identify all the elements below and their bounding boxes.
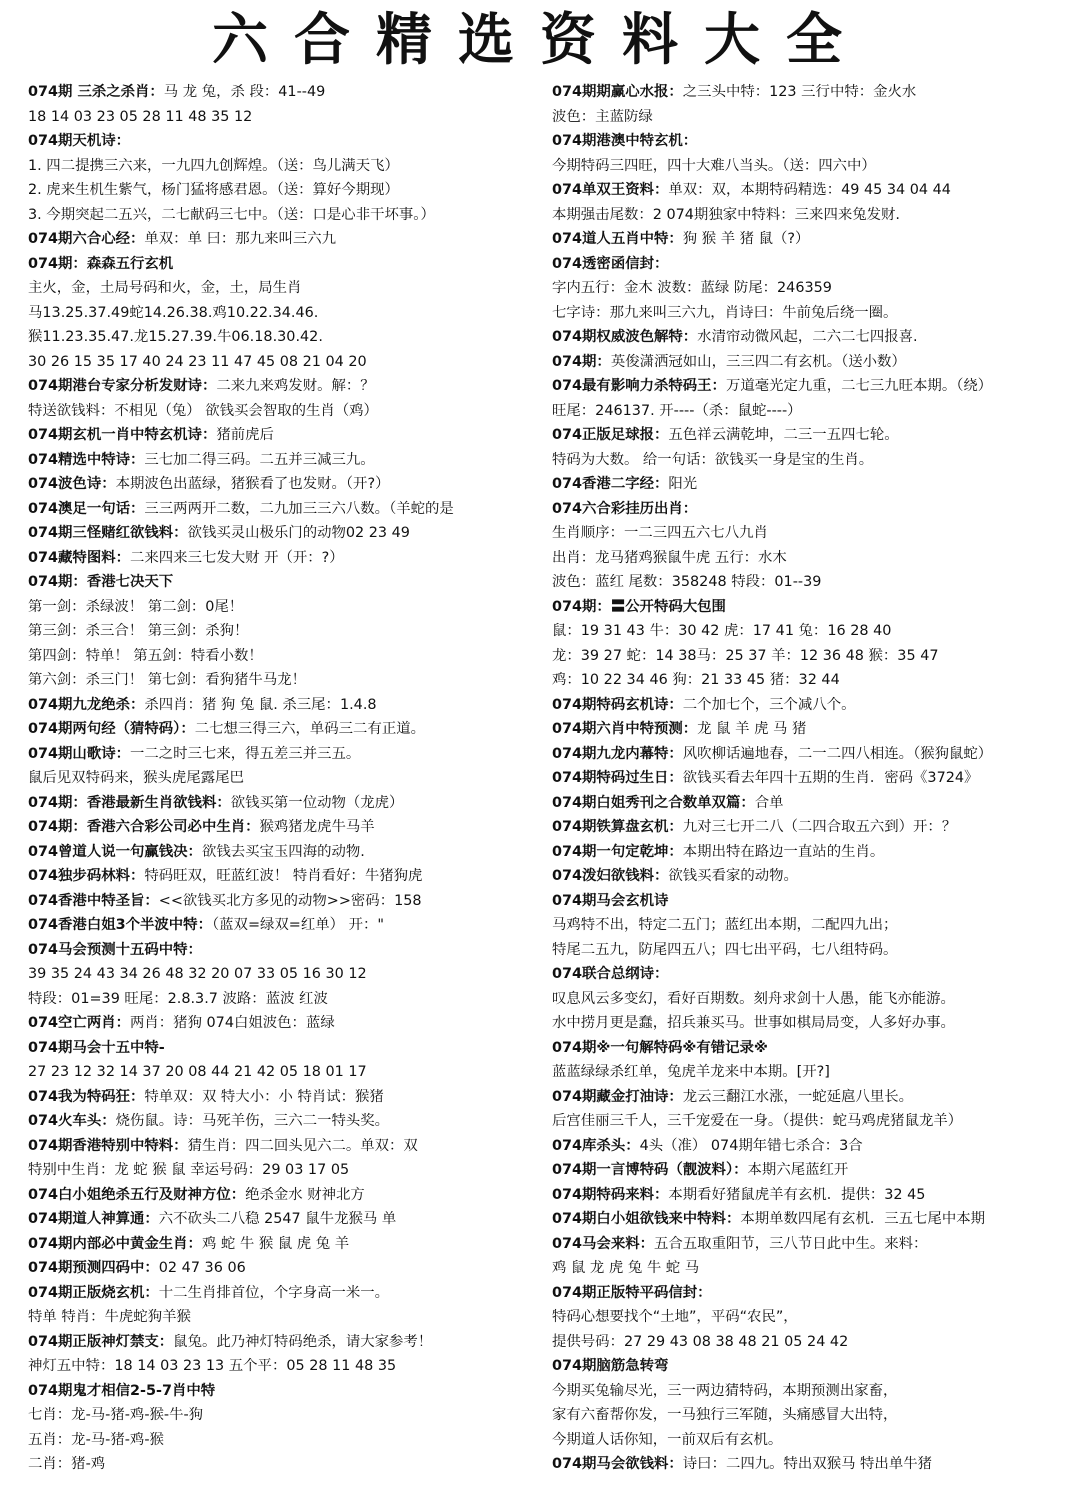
line-text: 特单 特肖：牛虎蛇狗羊猴 — [28, 1309, 191, 1325]
line-heading: 074期：香港六合彩公司必中生肖： — [28, 819, 260, 835]
line-heading: 074道人五肖中特： — [552, 231, 683, 247]
line-heading: 074期特码来料： — [552, 1186, 669, 1203]
right-line — [552, 1452, 1072, 1477]
line-text: 字内五行：金木 波数：蓝绿 防尾：246359 — [552, 280, 832, 296]
left-line — [28, 693, 550, 718]
right-line — [552, 766, 1072, 791]
line-heading: 074六合彩挂历出肖： — [552, 500, 698, 517]
line-text: 五合五取重阳节，三八节日此中生。来料： — [654, 1235, 928, 1252]
right-line — [552, 105, 1072, 130]
line-heading: 074期九龙绝杀： — [28, 696, 145, 713]
line-heading: 074期： — [552, 353, 611, 370]
line-heading: 074正版足球报： — [552, 427, 669, 443]
line-text: 波色：蓝红 尾数：358248 特段：01--39 — [552, 574, 822, 590]
line-text: 鼠兔。此乃神灯特码绝杀，请大家参考！ — [173, 1333, 433, 1350]
line-text: 1. 四二提携三六来，一九四九创辉煌。（送：鸟儿满天飞） — [28, 157, 399, 174]
line-text: 单双：双，本期特码精选：49 45 34 04 44 — [668, 182, 951, 198]
line-text: 蓝蓝绿绿杀红单，兔虎羊龙来中本期。[开?] — [552, 1064, 830, 1080]
line-heading: 074透密函信封： — [552, 255, 669, 272]
right-line — [552, 227, 1072, 252]
right-line — [552, 889, 1072, 914]
left-line — [28, 570, 550, 595]
right-line — [552, 938, 1072, 963]
line-heading: 074期权威波色解特： — [552, 329, 698, 345]
line-heading: 074香港二字经： — [552, 476, 669, 492]
right-line — [552, 1256, 1072, 1281]
left-line — [28, 129, 550, 154]
line-text: 鸡 蛇 牛 猴 鼠 虎 兔 羊 — [201, 1235, 350, 1252]
right-line — [552, 546, 1072, 571]
right-line — [552, 913, 1072, 938]
line-heading: 074期：森森五行玄机 — [28, 255, 174, 272]
right-line — [552, 154, 1072, 179]
line-text: 特尾二五九，防尾四五八；四七出平码，七八组特码。 — [552, 941, 898, 958]
left-line — [28, 1036, 550, 1061]
line-text: 鸡 鼠 龙 虎 兔 牛 蛇 马 — [552, 1260, 700, 1276]
line-heading: 074曾道人说一句赢钱决： — [28, 843, 202, 860]
right-line — [552, 325, 1072, 350]
page-title: 六合精选资料大全 — [212, 7, 868, 73]
line-heading: 074期玄机一肖中特玄机诗： — [28, 427, 217, 443]
left-line — [28, 105, 550, 130]
line-text: 十二生肖排首位，个字身高一米一。 — [158, 1284, 390, 1301]
line-heading: 074期：香港七决天下 — [28, 574, 174, 590]
line-heading: 074期期赢心水报： — [552, 84, 683, 100]
line-text: 龙 鼠 羊 虎 马 猪 — [697, 721, 807, 737]
line-heading: 074马会来料： — [552, 1235, 654, 1252]
right-line — [552, 1305, 1072, 1330]
line-text: 出肖：龙马猪鸡猴鼠牛虎 五行：水木 — [552, 549, 787, 566]
line-heading: 074波色诗： — [28, 476, 116, 492]
line-heading: 074单双王资料： — [552, 182, 669, 198]
line-text: 猪前虎后 — [216, 427, 274, 443]
line-text: 特码旺双，旺蓝红波！ 特肖看好：牛猪狗虎 — [144, 868, 423, 884]
line-text: 本期强击尾数：2 074期独家中特料：三来四来兔发财. — [552, 206, 900, 223]
line-text: 二肖：猪-鸡 — [28, 1456, 106, 1472]
left-line — [28, 1134, 550, 1159]
line-text: 今期特码三四旺，四十大难八当头。（送：四六中） — [552, 157, 876, 174]
right-line — [552, 570, 1072, 595]
left-line — [28, 668, 550, 693]
right-line — [552, 80, 1072, 105]
line-text: 二来四来三七发大财 开（开：?） — [130, 549, 344, 566]
line-text: 二来九来鸡发财。解：？ — [216, 378, 375, 394]
left-line — [28, 1305, 550, 1330]
line-text: 第六剑：杀三门！ 第七剑：看狗猪牛马龙！ — [28, 672, 306, 688]
line-text: 欲钱去买宝玉四海的动物. — [201, 843, 365, 860]
left-line — [28, 1256, 550, 1281]
left-line — [28, 399, 550, 424]
line-heading: 074期香港特别中特料： — [28, 1137, 188, 1154]
line-heading: 074期正版烧玄机： — [28, 1284, 159, 1301]
line-text: 第一剑：杀绿波！ 第二剑：0尾！ — [28, 598, 244, 615]
line-heading: 074期脑筋急转弯 — [552, 1358, 669, 1374]
left-line — [28, 889, 550, 914]
line-heading: 074期马会欲钱料： — [552, 1456, 683, 1472]
right-line — [552, 252, 1072, 277]
line-heading: 074藏特图料： — [28, 549, 130, 566]
left-line — [28, 546, 550, 571]
left-line — [28, 962, 550, 987]
line-text: 本期六尾蓝红开 — [747, 1162, 849, 1178]
line-text: 龙云三翻江水涨，一蛇延扈八里长。 — [682, 1088, 914, 1105]
left-line — [28, 521, 550, 546]
line-text: 欲钱买灵山极乐门的动物02 23 49 — [187, 525, 410, 541]
left-line — [28, 178, 550, 203]
line-text: 五肖：龙-马-猪-鸡-猴 — [28, 1431, 164, 1448]
line-text: 二七想三得三六，单码三二有正道。 — [194, 721, 426, 737]
line-text: 英俊潇洒冠如山，三三四二有玄机。（送小数） — [610, 353, 906, 370]
right-line — [552, 1330, 1072, 1355]
line-text: 风吹柳话遍地春，二一二四八相连。（猴狗鼠蛇） — [682, 745, 993, 762]
line-text: 特别中生肖：龙 蛇 猴 鼠 幸运号码：29 03 17 05 — [28, 1162, 350, 1178]
line-text: 诗曰：二四九。特出双猴马 特出单牛猪 — [682, 1456, 932, 1472]
right-line — [552, 1134, 1072, 1159]
line-text: 2. 虎来生机生紫气，杨门猛将感君恩。（送：算好今期现） — [28, 182, 399, 198]
right-line — [552, 1232, 1072, 1257]
right-column — [552, 80, 1072, 1477]
right-line — [552, 472, 1072, 497]
line-heading: 074香港中特圣旨： — [28, 892, 159, 909]
left-line — [28, 1403, 550, 1428]
left-line — [28, 742, 550, 767]
line-heading: 074马会预测十五码中特： — [28, 941, 202, 958]
line-heading: 074期港台专家分析发财诗： — [28, 378, 217, 394]
right-line — [552, 1207, 1072, 1232]
right-line — [552, 791, 1072, 816]
right-line — [552, 374, 1072, 399]
right-line — [552, 864, 1072, 889]
line-heading: 074期鬼才相信2-5-7肖中特 — [28, 1382, 216, 1399]
line-text: 今期道人话你知，一前双后有玄机。 — [552, 1431, 783, 1448]
line-text: 本期出特在路边一直站的生肖。 — [682, 843, 885, 860]
left-line — [28, 619, 550, 644]
line-text: 02 47 36 06 — [158, 1260, 246, 1276]
right-line — [552, 1036, 1072, 1061]
right-line — [552, 595, 1072, 620]
line-heading: 074火车头： — [28, 1113, 116, 1129]
line-heading: 074期三怪赌红欲钱料： — [28, 525, 188, 541]
line-text: 本期看好猪鼠虎羊有玄机．提供：32 45 — [668, 1186, 926, 1203]
line-text: 家有六畜帮你发，一马独行三军随，头痛感冒大出特， — [552, 1407, 898, 1423]
left-line — [28, 497, 550, 522]
line-heading: 074期铁算盘玄机： — [552, 819, 683, 835]
line-text: 提供号码：27 29 43 08 38 48 21 05 24 42 — [552, 1333, 849, 1350]
line-text: 水清帘动微风起，二六二七四报喜. — [697, 329, 918, 345]
left-line — [28, 227, 550, 252]
line-text: 后宫佳丽三千人，三千宠爱在一身。（提供：蛇马鸡虎猪鼠龙羊） — [552, 1113, 963, 1129]
line-text: 七字诗：那九来叫三六九，肖诗曰：牛前兔后绕一圈。 — [552, 304, 898, 321]
line-text: 之三头中特：123 三行中特：金火水 — [682, 84, 917, 100]
line-text: 单双：单 曰：那九来叫三六九 — [144, 231, 337, 247]
line-heading: 074期六合心经： — [28, 231, 145, 247]
line-heading: 074期天机诗： — [28, 133, 130, 149]
line-heading: 074期九龙内幕特： — [552, 745, 683, 762]
line-text: 第四剑：特单！ 第五剑：特看小数！ — [28, 647, 263, 664]
right-line — [552, 1109, 1072, 1134]
left-line — [28, 595, 550, 620]
line-text: 特码为大数。 给一句话：欲钱买一身是宝的生肖。 — [552, 451, 874, 468]
line-text: 五色祥云满乾坤，二三一五四七轮。 — [668, 427, 899, 443]
line-text: 合单 — [754, 794, 784, 811]
line-heading: 074期※一句解特码※有错记录※ — [552, 1039, 768, 1056]
right-line — [552, 1379, 1072, 1404]
line-text: 旺尾：246137. 开----（杀：鼠蛇----） — [552, 402, 802, 419]
line-text: 杀四肖：猪 狗 兔 鼠. 杀三尾：1.4.8 — [144, 696, 377, 713]
line-text: 龙：39 27 蛇：14 38马：25 37 羊：12 36 48 猴：35 47 — [552, 647, 939, 664]
left-line — [28, 472, 550, 497]
left-line — [28, 913, 550, 938]
line-text: 阳光 — [668, 476, 698, 492]
right-line — [552, 987, 1072, 1012]
left-line — [28, 938, 550, 963]
right-line — [552, 1403, 1072, 1428]
line-text: 猜生肖：四二回头见六二。单双：双 — [187, 1137, 418, 1154]
line-text: 生肖顺序：一二三四五六七八九肖 — [552, 525, 768, 541]
right-line — [552, 742, 1072, 767]
line-heading: 074期正版神灯禁支： — [28, 1333, 174, 1350]
line-text: 3. 今期突起二五兴，二七献码三七中。（送：口是心非干坏事。） — [28, 206, 435, 223]
right-line — [552, 1085, 1072, 1110]
right-line — [552, 1281, 1072, 1306]
left-line — [28, 1232, 550, 1257]
line-text: 30 26 15 35 17 40 24 23 11 47 45 08 21 04 20 — [28, 353, 367, 370]
line-text: 绝杀金水 财神北方 — [245, 1186, 365, 1203]
right-line — [552, 521, 1072, 546]
right-line — [552, 1158, 1072, 1183]
right-line — [552, 1011, 1072, 1036]
left-line — [28, 1379, 550, 1404]
line-heading: 074精选中特诗： — [28, 451, 145, 468]
right-line — [552, 840, 1072, 865]
left-line — [28, 276, 550, 301]
line-text: 神灯五中特：18 14 03 23 13 五个平：05 28 11 48 35 — [28, 1358, 397, 1374]
right-line — [552, 619, 1072, 644]
line-heading: 074期：〓公开特码大包围 — [552, 598, 726, 615]
line-text: 4头（准） 074期年错七杀合：3合 — [639, 1137, 863, 1154]
line-text: 狗 猴 羊 猪 鼠（?） — [682, 231, 810, 247]
right-line — [552, 668, 1072, 693]
line-text: 七肖：龙-马-猪-鸡-猴-牛-狗 — [28, 1407, 204, 1423]
left-line — [28, 374, 550, 399]
line-heading: 074期山歌诗： — [28, 745, 130, 762]
line-text: 猴鸡猪龙虎牛马羊 — [259, 819, 375, 835]
left-line — [28, 1330, 550, 1355]
line-text: 三七加二得三码。二五并三减三九。 — [144, 451, 375, 468]
left-line — [28, 203, 550, 228]
right-line — [552, 129, 1072, 154]
right-line — [552, 693, 1072, 718]
line-heading: 074期内部必中黄金生肖： — [28, 1235, 202, 1252]
line-heading: 074期一句定乾坤： — [552, 843, 683, 860]
left-line — [28, 815, 550, 840]
left-line — [28, 301, 550, 326]
left-line — [28, 1281, 550, 1306]
right-line — [552, 644, 1072, 669]
line-text: 三三两两开二数，二九加三三六八数。（羊蛇的是 — [144, 500, 454, 517]
left-column — [28, 80, 550, 1477]
line-heading: 074期道人神算通： — [28, 1211, 159, 1227]
line-heading: 074期 三杀之杀肖： — [28, 84, 164, 100]
line-text: 九对三七开二八（二四合取五六到）开：？ — [682, 819, 957, 835]
line-text: 特段：01=39 旺尾：2.8.3.7 波路：蓝波 红波 — [28, 990, 328, 1007]
line-text: 水中捞月更是蠢，招兵兼买马。世事如棋局局变，人多好办事。 — [552, 1015, 955, 1031]
line-text: 马13.25.37.49蛇14.26.38.鸡10.22.34.46. — [28, 304, 319, 321]
line-text: 主火，金，土局号码和火，金，土，局生肖 — [28, 280, 302, 296]
line-text: 39 35 24 43 34 26 48 32 20 07 33 05 16 30 12 — [28, 966, 367, 982]
right-line — [552, 962, 1072, 987]
right-line — [552, 178, 1072, 203]
line-heading: 074澳足一句话： — [28, 500, 145, 517]
line-text: 马鸡特不出，特定二五门；蓝红出本期，二配四九出； — [552, 917, 898, 933]
line-text: 特送欲钱料：不相见（兔） 欲钱买会智取的生肖（鸡） — [28, 402, 378, 419]
line-heading: 074期港澳中特玄机： — [552, 133, 698, 149]
line-heading: 074期特码过生日： — [552, 770, 683, 786]
line-text: 18 14 03 23 05 28 11 48 35 12 — [28, 108, 253, 125]
left-line — [28, 1011, 550, 1036]
line-heading: 074期白姐秀刊之合数单双篇： — [552, 794, 755, 811]
right-line — [552, 1060, 1072, 1085]
line-heading: 074香港白姐3个半波中特： — [28, 917, 212, 933]
left-line — [28, 1354, 550, 1379]
right-line — [552, 1428, 1072, 1453]
line-text: 猴11.23.35.47.龙15.27.39.牛06.18.30.42. — [28, 329, 323, 345]
line-text: <<欲钱买北方多见的动物>>密码：158 — [158, 892, 422, 909]
line-heading: 074空亡两肖： — [28, 1015, 130, 1031]
left-line — [28, 717, 550, 742]
line-text: 叹息风云多变幻，看好百期数。刻舟求剑十人愚，能飞亦能游。 — [552, 990, 955, 1007]
line-heading: 074最有影响力杀特码王： — [552, 378, 726, 394]
line-text: 欲钱买第一位动物（龙虎） — [230, 794, 404, 811]
left-line — [28, 1085, 550, 1110]
left-line — [28, 80, 550, 105]
line-heading: 074期白小姐欲钱来中特料： — [552, 1211, 741, 1227]
right-line — [552, 448, 1072, 473]
line-text: 特单双：双 特大小：小 特肖试：猴猪 — [144, 1088, 384, 1105]
line-text: 鼠后见双特码来，猴头虎尾露尾巴 — [28, 770, 244, 786]
line-heading: 074期马会十五中特- — [28, 1039, 165, 1056]
line-heading: 074我为特码狂： — [28, 1088, 145, 1105]
right-line — [552, 717, 1072, 742]
line-heading: 074联合总纲诗： — [552, 966, 669, 982]
left-line — [28, 987, 550, 1012]
line-text: 特码心想要找个“土地”，平码“农民”， — [552, 1309, 798, 1325]
line-text: 欲钱买看去年四十五期的生肖．密码《3724》 — [682, 770, 979, 786]
line-heading: 074独步码林料： — [28, 868, 145, 884]
line-heading: 074泼妇欲钱料： — [552, 868, 669, 884]
line-text: 第三剑：杀三合！ 第三剑：杀狗！ — [28, 623, 249, 639]
line-heading: 074期特码玄机诗： — [552, 696, 683, 713]
left-line — [28, 1060, 550, 1085]
line-text: 一二之时三七来，得五差三并三五。 — [130, 745, 361, 762]
right-line — [552, 1354, 1072, 1379]
line-heading: 074库杀头： — [552, 1137, 640, 1154]
left-line — [28, 154, 550, 179]
left-line — [28, 840, 550, 865]
left-line — [28, 791, 550, 816]
line-text: 六不砍头二八稳 2547 鼠牛龙猴马 单 — [158, 1211, 397, 1227]
line-text: 鼠：19 31 43 牛：30 42 虎：17 41 兔：16 28 40 — [552, 623, 892, 639]
line-heading: 074期一言博特码（靓波料）： — [552, 1162, 748, 1178]
line-text: （蓝双=绿双=红单） 开：" — [211, 917, 384, 933]
line-heading: 074期马会玄机诗 — [552, 892, 669, 909]
line-heading: 074期六肖中特预测： — [552, 721, 698, 737]
left-line — [28, 1428, 550, 1453]
left-line — [28, 1109, 550, 1134]
left-line — [28, 1207, 550, 1232]
line-text: 本期波色出蓝绿，猪猴看了也发财。（开?） — [115, 476, 390, 492]
line-text: 二个加七个，三个减八个。 — [682, 696, 856, 713]
left-line — [28, 252, 550, 277]
right-line — [552, 497, 1072, 522]
line-heading: 074期两句经（猜特码）： — [28, 721, 195, 737]
right-line — [552, 301, 1072, 326]
right-line — [552, 350, 1072, 375]
right-line — [552, 399, 1072, 424]
left-line — [28, 1158, 550, 1183]
right-line — [552, 1183, 1072, 1208]
line-text: 鸡：10 22 34 46 狗：21 33 45 猪：32 44 — [552, 672, 840, 688]
line-text: 波色：主蓝防绿 — [552, 108, 653, 125]
line-text: 两肖：猪狗 074白姐波色：蓝绿 — [130, 1015, 335, 1031]
left-line — [28, 1183, 550, 1208]
line-heading: 074期预测四码中： — [28, 1260, 159, 1276]
left-line — [28, 448, 550, 473]
line-heading: 074白小姐绝杀五行及财神方位： — [28, 1186, 246, 1203]
line-text: 本期单数四尾有玄机．三五七尾中本期 — [740, 1211, 985, 1227]
line-text: 马 龙 兔，杀 段：41--49 — [163, 84, 326, 100]
line-text: 今期买兔输尽光，三一两边猜特码，本期预测出家畜， — [552, 1382, 898, 1399]
right-line — [552, 203, 1072, 228]
right-line — [552, 276, 1072, 301]
line-text: 烧伤鼠。诗：马死羊伤，三六二一特头奖。 — [115, 1113, 390, 1129]
left-line — [28, 423, 550, 448]
left-line — [28, 644, 550, 669]
left-line — [28, 766, 550, 791]
line-heading: 074期：香港最新生肖欲钱料： — [28, 794, 231, 811]
right-line — [552, 423, 1072, 448]
line-heading: 074期正版特平码信封： — [552, 1284, 712, 1301]
left-line — [28, 325, 550, 350]
right-line — [552, 815, 1072, 840]
left-line — [28, 864, 550, 889]
line-heading: 074期藏金打油诗： — [552, 1088, 683, 1105]
line-text: 万道毫光定九重，二七三九旺本期。（绕） — [725, 378, 993, 394]
left-line — [28, 1452, 550, 1477]
left-line — [28, 350, 550, 375]
line-text: 27 23 12 32 14 37 20 08 44 21 42 05 18 01 17 — [28, 1064, 367, 1080]
line-text: 欲钱买看家的动物。 — [668, 868, 798, 884]
